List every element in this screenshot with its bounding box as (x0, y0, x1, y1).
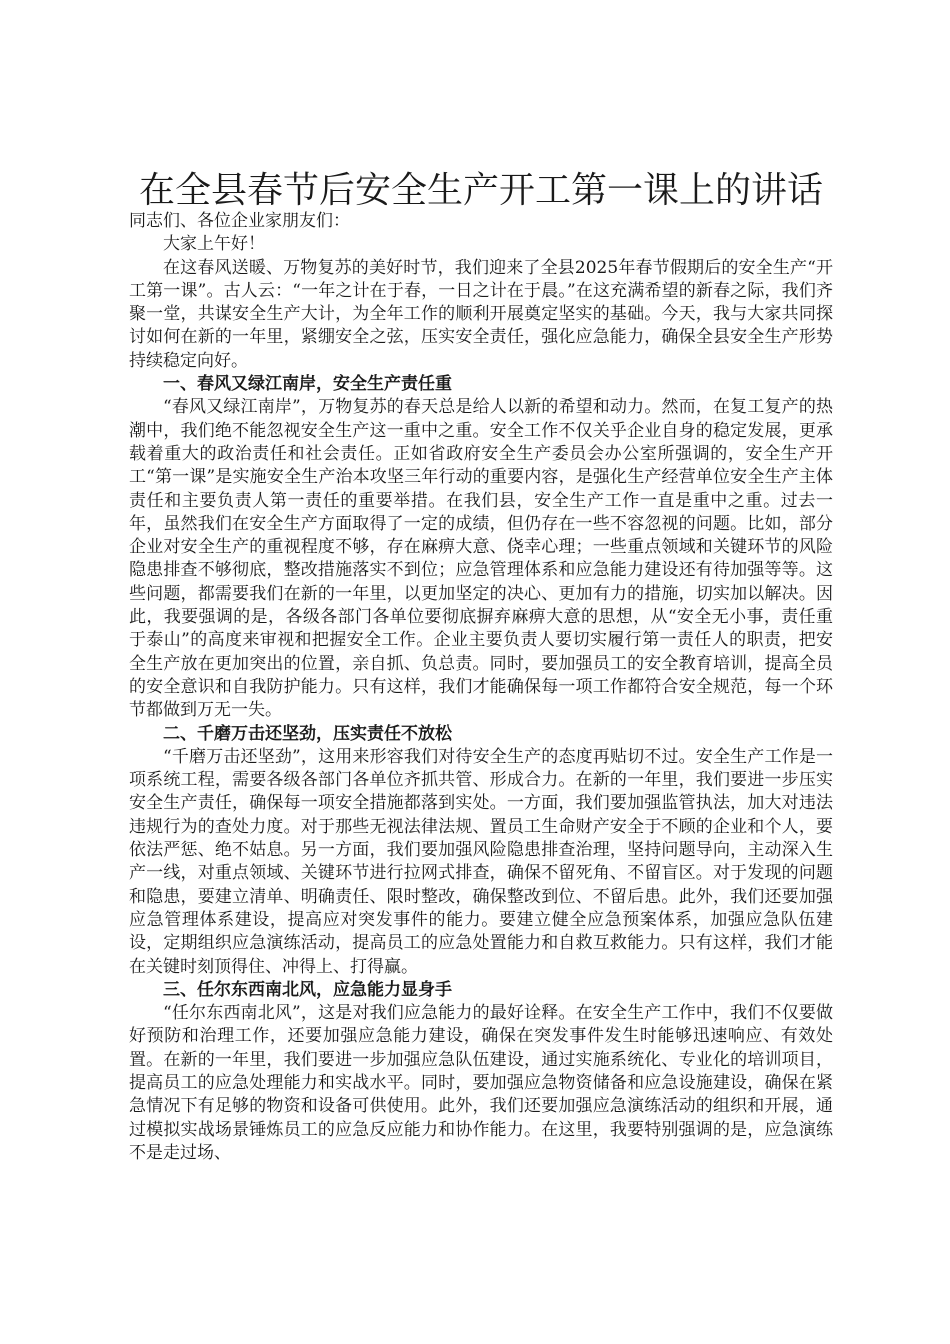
salutation: 同志们、各位企业家朋友们： (129, 211, 350, 231)
section-body-1: “春风又绿江南岸”，万物复苏的春天总是给人以新的希望和动力。然而，在复工复产的热潮中，我们绝不能忽视安全生产这一重中之重。安全工作不仅关乎企业自身的稳定发展，更承载着重大的政治责任和社会责任。正如省政府安全生产委员会办公室所强调的，安全生产开工“第一课”是实施安全生产治本攻坚三年行动的重要内容，是强化生产经营单位安全生产主体责任和主要负责人第一责任的重要举措。在我们县，安全生产工作一直是重中之重。过去一年，虽然我们在安全生产方面取得了一定的成绩，但仍存在一些不容忽视的问题。比如，部分企业对安全生产的重视程度不够，存在麻痹大意、侥幸心理；一些重点领域和关键环节的风险隐患排查不够彻底，整改措施落实不到位；应急管理体系和应急能力建设还有待加强等等。这些问题，都需要我们在新的一年里，以更加坚定的决心、更加有力的措施，切实加以解决。因此，我要强调的是，各级各部门各单位要彻底摒弃麻痹大意的思想，从“安全无小事，责任重于泰山”的高度来审视和把握安全工作。企业主要负责人要切实履行第一责任人的职责，把安全生产放在更加突出的位置，亲自抓、负总责。同时，要加强员工的安全教育培训，提高全员的安全意识和自我防护能力。只有这样，我们才能确保每一项工作都符合安全规范，每一个环节都做到万无一失。 (129, 397, 833, 721)
section-body-3: “任尔东西南北风”，这是对我们应急能力的最好诠释。在安全生产工作中，我们不仅要做好预防和治理工作，还要加强应急能力建设，确保在突发事件发生时能够迅速响应、有效处置。在新的一年里，我们要进一步加强应急队伍建设，通过实施系统化、专业化的培训项目，提高员工的应急处理能力和实战水平。同时，要加强应急物资储备和应急设施建设，确保在紧急情况下有足够的物资和设备可供使用。此外，我们还要加强应急演练活动的组织和开展，通过模拟实战场景锤炼员工的应急反应能力和协作能力。在这里，我要特别强调的是，应急演练不是走过场、 (129, 1003, 833, 1163)
page-title: 在全县春节后安全生产开工第一课上的讲话 (138, 170, 823, 211)
section-heading-1: 一、春风又绿江南岸，安全生产责任重 (163, 374, 452, 395)
greeting: 大家上午好！ (163, 234, 265, 255)
section-heading-2: 二、千磨万击还坚劲，压实责任不放松 (163, 723, 452, 744)
intro-paragraph: 在这春风送暖、万物复苏的美好时节，我们迎来了全县2025年春节假期后的安全生产“开工第一课”。古人云：“一年之计在于春，一日之计在于晨。”在这充满希望的新春之际，我们齐聚一堂，共谋安全生产大计，为全年工作的顺利开展奠定坚实的基础。今天，我与大家共同探讨如何在新的一年里，紧绷安全之弦，压实安全责任，强化应急能力，确保全县安全生产形势持续稳定向好。 (129, 257, 833, 371)
section-body-2: “千磨万击还坚劲”，这用来形容我们对待安全生产的态度再贴切不过。安全生产工作是一项系统工程，需要各级各部门各单位齐抓共管、形成合力。在新的一年里，我们要进一步压实安全生产责任，确保每一项安全措施都落到实处。一方面，我们要加强监管执法，加大对违法违规行为的查处力度。对于那些无视法律法规、置员工生命财产安全于不顾的企业和个人，要依法严惩、绝不姑息。另一方面，我们要加强风险隐患排查治理，坚持问题导向，主动深入生产一线，对重点领域、关键环节进行拉网式排查，确保不留死角、不留盲区。对于发现的问题和隐患，要建立清单、明确责任、限时整改，确保整改到位、不留后患。此外，我们还要加强应急管理体系建设，提高应对突发事件的能力。要建立健全应急预案体系，加强应急队伍建设，定期组织应急演练活动，提高员工的应急处置能力和自救互救能力。只有这样，我们才能在关键时刻顶得住、冲得上、打得赢。 (129, 746, 833, 977)
section-heading-3: 三、任尔东西南北风，应急能力显身手 (163, 979, 452, 1000)
document-body (129, 170, 833, 1165)
